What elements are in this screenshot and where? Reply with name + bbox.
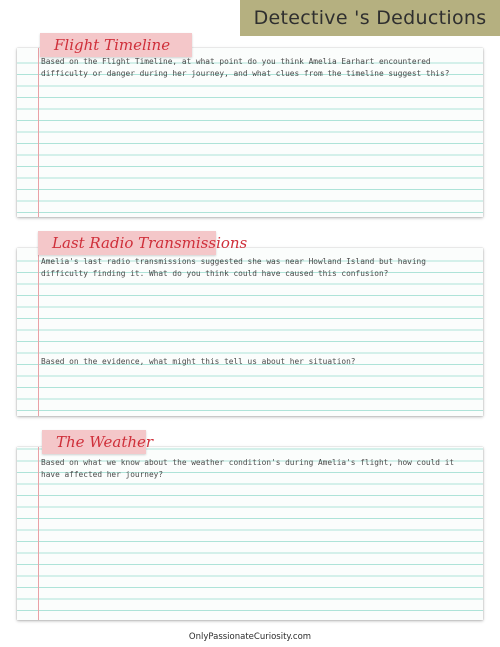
margin-line [38, 48, 39, 217]
flight-timeline-question-1: Based on the Flight Timeline, at what point do you think Amelia Earhart encountered difficulty or danger during her journey, and what clues from the timeline suggest this? [41, 57, 450, 78]
radio-question-1: Amelia's last radio transmissions suggested she was near Howland Island but having difficulty finding it. What do you think could have caused this confusion? [41, 257, 426, 278]
flight-timeline-card [17, 48, 483, 217]
weather-tab [42, 430, 154, 454]
section-title: The Weather [56, 433, 154, 451]
header-banner [240, 0, 500, 36]
flight-timeline-tab [40, 33, 192, 57]
section-title: Flight Timeline [54, 36, 171, 54]
weather-card [17, 447, 483, 620]
margin-line [38, 447, 39, 620]
section-title: Last Radio Transmissions [52, 234, 248, 252]
last-radio-transmissions-card [17, 248, 483, 416]
last-radio-transmissions-tab [38, 231, 248, 255]
footer-website: OnlyPassionateCuriosity.com [188, 632, 312, 642]
page-title: Detective 's Deductions [253, 7, 487, 29]
margin-line [38, 248, 39, 416]
weather-question-1: Based on what we know about the weather condition's during Amelia's flight, how could it have affected her journey? [41, 458, 455, 479]
radio-question-2: Based on the evidence, what might this tell us about her situation? [41, 357, 356, 366]
